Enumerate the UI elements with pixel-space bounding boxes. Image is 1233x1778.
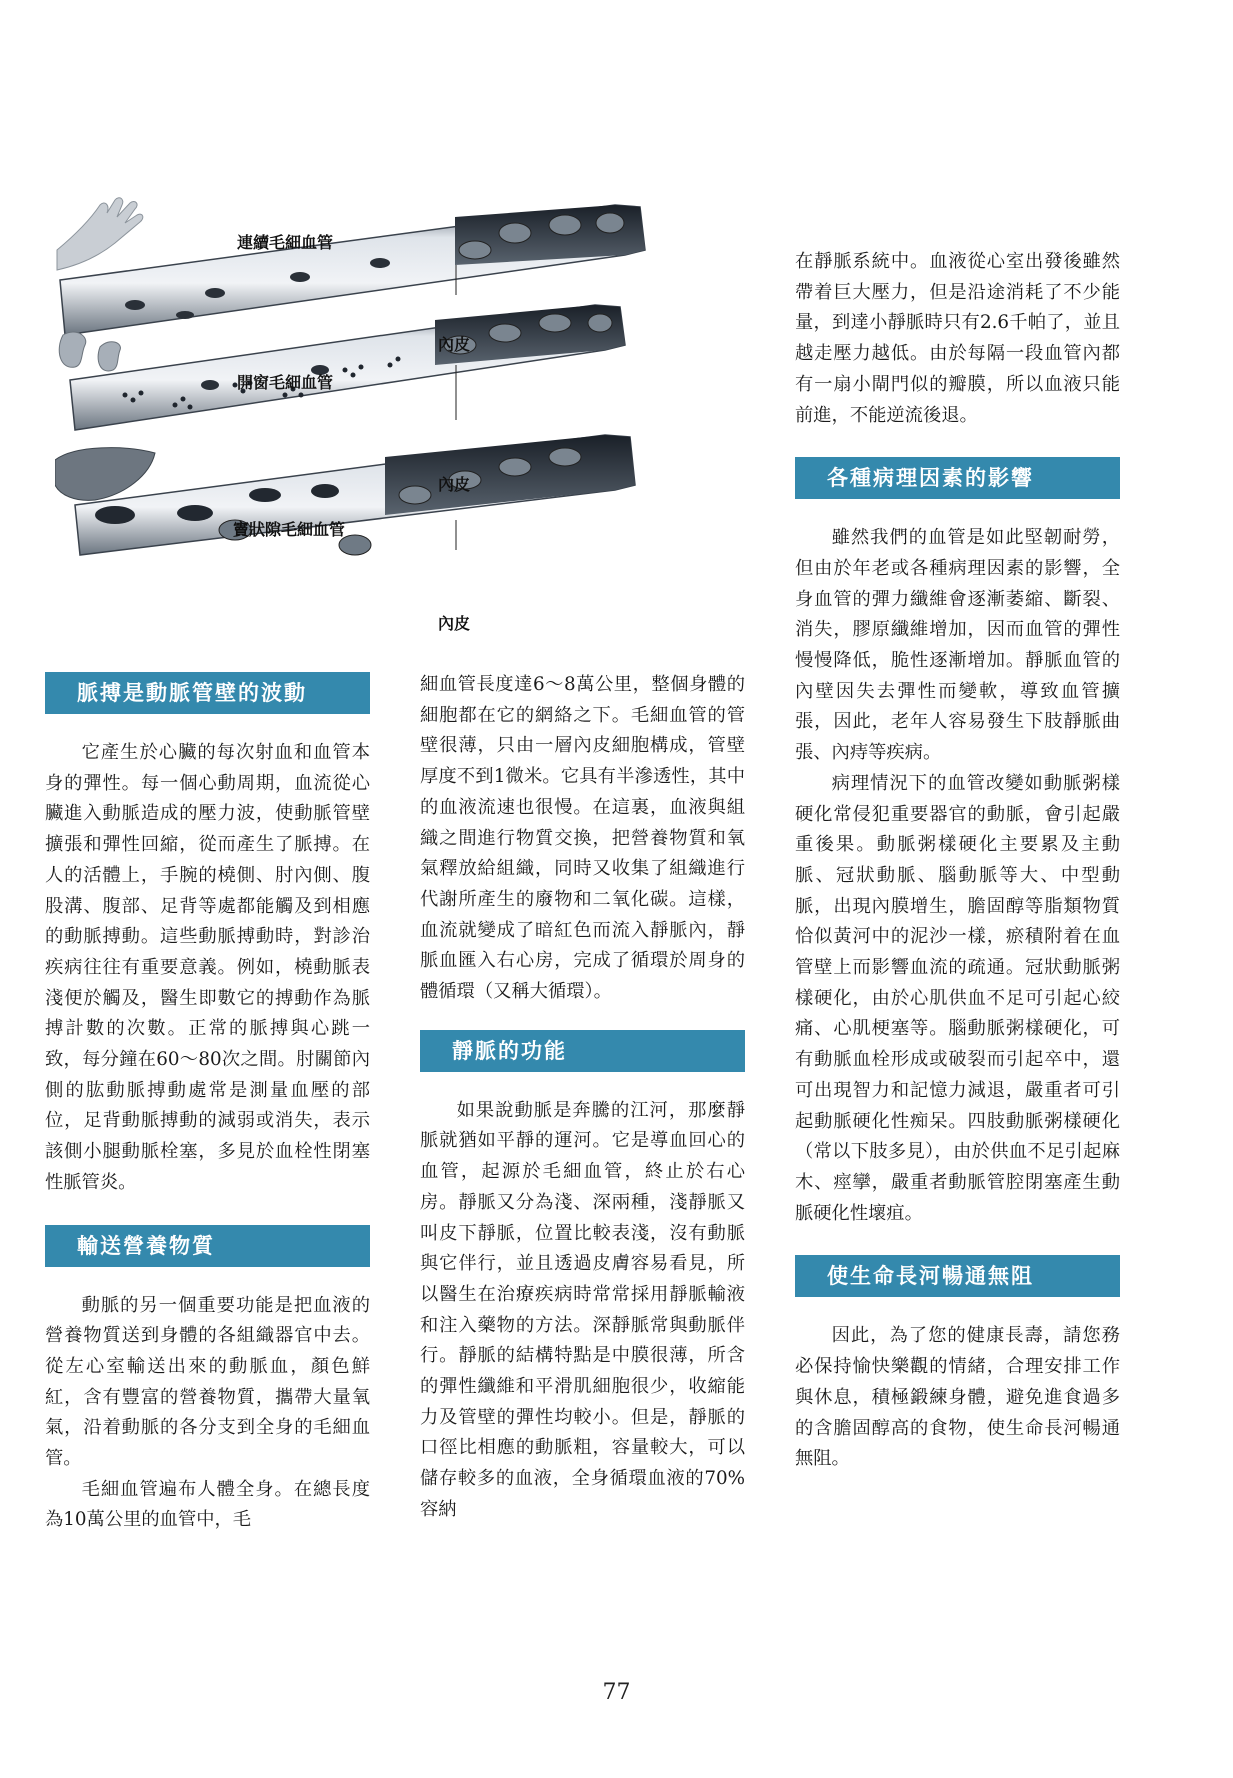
kidney-icon-2 (98, 342, 120, 371)
paragraph: 毛細血管遍布人體全身。在總長度為10萬公里的血管中，毛 (45, 1478, 370, 1531)
paragraph: 雖然我們的血管是如此堅韌耐勞，但由於年老或各種病理因素的影響，全身血管的彈力纖維會逐漸萎縮、斷裂、消失，膠原纖維增加，因而血管的彈性慢慢降低，脆性逐漸增加。靜脈血管的內壁因失去彈性而變軟，導致血管擴張，因此，老年人容易發生下肢靜脈曲張、內痔等疾病。 (795, 527, 1120, 764)
sinusoidal-capillary (75, 435, 635, 555)
column-3 (795, 247, 1120, 1475)
paragraph: 病理情況下的血管改變如動脈粥樣硬化常侵犯重要器官的動脈，會引起嚴重後果。動脈粥樣硬化主要累及主動脈、冠狀動脈、腦動脈等大、中型動脈，出現內膜增生，膽固醇等脂類物質恰似黃河中的泥沙一樣，瘀積附着在血管壁上而影響血流的疏通。冠狀動脈粥樣硬化，由於心肌供血不足可引起心絞痛、心肌梗塞等。腦動脈粥樣硬化，可有動脈血栓形成或破裂而引起卒中，還可出現智力和記憶力減退，嚴重者可引起動脈硬化性痴呆。四肢動脈粥樣硬化（常以下肢多見），由於供血不足引起麻木、痙攣，嚴重者動脈管腔閉塞產生動脈硬化性壞疽。 (795, 772, 1120, 1224)
kidney-icon (59, 332, 86, 367)
paragraph: 如果說動脈是奔騰的江河，那麼靜脈就猶如平靜的運河。它是導血回心的血管，起源於毛細血管，終止於右心房。靜脈又分為淺、深兩種，淺靜脈又叫皮下靜脈，位置比較表淺，沒有動脈與它伴行，並且透過皮膚容易看見，所以醫生在治療疾病時常常採用靜脈輸液和注入藥物的方法。深靜脈常與動脈伴行。靜脈的結構特點是中膜很薄，所含的彈性纖維和平滑肌細胞很少，收縮能力及管壁的彈性均較小。但是，靜脈的口徑比相應的動脈粗，容量較大，可以儲存較多的血液，全身循環血液的70%容納 (420, 1099, 745, 1520)
capillary-illustration (55, 195, 735, 650)
page-number: 77 (602, 1680, 631, 1705)
capillary-diagram (55, 195, 735, 650)
label-continuous-capillary: 連續毛細血管 (237, 233, 334, 252)
fenestrated-capillary (70, 305, 625, 430)
section-heading-pulse: 脈搏是動脈管壁的波動 (45, 672, 370, 714)
column-2 (420, 670, 745, 1526)
label-endothelium-1: 內皮 (438, 335, 471, 354)
label-sinusoidal-capillary: 竇狀隙毛細血管 (233, 520, 346, 539)
section-heading-nutrients: 輸送營養物質 (45, 1225, 370, 1267)
section-heading-pathology: 各種病理因素的影響 (795, 457, 1120, 499)
column-1 (45, 672, 370, 1536)
label-endothelium-2: 內皮 (438, 475, 471, 494)
liver-icon (55, 448, 155, 501)
paragraph: 因此，為了您的健康長壽，請您務必保持愉快樂觀的情緒，合理安排工作與休息，積極鍛練身體，避免進食過多的含膽固醇高的食物，使生命長河暢通無阻。 (795, 1325, 1120, 1470)
paragraph: 它產生於心臟的每次射血和血管本身的彈性。每一個心動周期，血流從心臟進入動脈造成的壓力波，使動脈管壁擴張和彈性回縮，從而產生了脈搏。在人的活體上，手腕的橈側、肘內側、腹股溝、腹部、足背等處都能觸及到相應的動脈搏動。這些動脈搏動時，對診治疾病往往有重要意義。例如，橈動脈表淺便於觸及，醫生即數它的搏動作為脈搏計數的次數。正常的脈搏與心跳一致，每分鐘在60～80次之間。肘關節內側的肱動脈搏動處常是測量血壓的部位，足背動脈搏動的減弱或消失，表示該側小腿動脈栓塞，多見於血栓性閉塞性脈管炎。 (45, 742, 370, 1193)
label-endothelium-3: 內皮 (438, 614, 471, 633)
section-heading-veins: 靜脈的功能 (420, 1030, 745, 1072)
hand-icon (57, 198, 143, 270)
paragraph: 動脈的另一個重要功能是把血液的營養物質送到身體的各組織器官中去。從左心室輸送出來的動脈血，顏色鮮紅，含有豐富的營養物質，攜帶大量氧氣，沿着動脈的各分支到全身的毛細血管。 (45, 1294, 370, 1470)
label-fenestrated-capillary: 開窗毛細血管 (237, 373, 334, 392)
paragraph: 細血管長度達6～8萬公里，整個身體的細胞都在它的網絡之下。毛細血管的管壁很薄，只由一層內皮細胞構成，管壁厚度不到1微米。它具有半滲透性，其中的血液流速也很慢。在這裏，血液與組織之間進行物質交換，把營養物質和氧氣釋放給組織，同時又收集了組織進行代謝所產生的廢物和二氧化碳。這樣，血流就變成了暗紅色而流入靜脈內，靜脈血匯入右心房，完成了循環於周身的體循環（又稱大循環）。 (420, 674, 745, 1003)
section-heading-conclusion: 使生命長河暢通無阻 (795, 1255, 1120, 1297)
paragraph: 在靜脈系統中。血液從心室出發後雖然帶着巨大壓力，但是沿途消耗了不少能量，到達小靜脈時只有2.6千帕了，並且越走壓力越低。由於每隔一段血管內都有一扇小閘門似的瓣膜，所以血液只能前進，不能逆流後退。 (795, 251, 1120, 426)
